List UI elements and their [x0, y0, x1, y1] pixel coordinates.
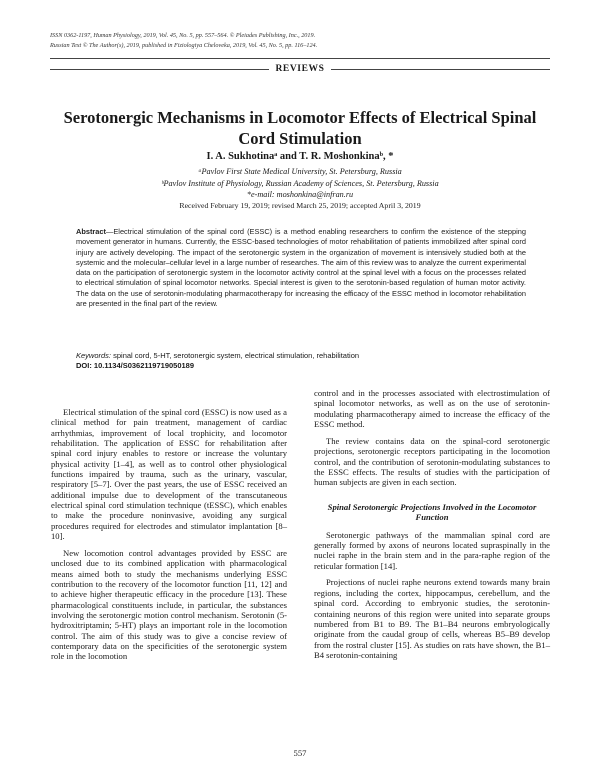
paragraph: New locomotion control advantages provided by ESSC are unclosed due to its combined application with pharmacological means aimed both to study the mechanisms underlying ESSC contribution to the recovery of the locomotor function [11, 12] and to achieve higher therapeutic efficacy in the procedure [13]. These pharmacological constituents include, in particular, the substances involving the serotonergic motion control mechanism. Serotonin (5-hydroxitriptamin; 5-HT) plays an important role in the locomotion control. The aim of this study was to give a concise review of contemporary data on the specificities of the serotonergic system role in the locomotion: [51, 547, 287, 662]
abstract-text: —Electrical stimulation of the spinal cord (ESSC) is a method enabling researchers to confirm the existence of the stepping movement generator in humans. Currently, the ESSC-based technologies of motor rehabilitation of patients immobilized after spinal cord injury are actively developing. The impact of the serotonergic system in the organization of movement is intensively studied both at the systemic and the molecular–cellular level in a large number of researches. The aim of this review was to analyze the current experimental data on the participation of serotonergic system in the locomotor activity control at the spinal level with a focus on the processes related to electrical stimulation of spinal locomotor networks. Special interest is given to the serotonin-based regulation of human motor activity. The data on the use of serotonin-modulating pharmacotherapy for increasing the efficacy of the ESSC method in locomotor rehabilitation are presented in the final part of the review.: [76, 227, 526, 309]
paragraph: Projections of nuclei raphe neurons extend towards many brain regions, including the cortex, hippocampus, cerebellum, and the spinal cord. According to embryonic studies, the serotonin-containing neurons of this region were united into separate groups numbered from B1 to B9. The B1–B4 neurons embryologically originate from the caudal group of cells, whereas B5–B9 develop from the rostral cluster [15]. As studies on rats have shown, the B1–B4 serotonin-containing: [314, 577, 550, 660]
section-label: REVIEWS: [0, 64, 600, 74]
keywords: [76, 350, 526, 361]
body-column-right: [314, 388, 550, 667]
top-rule: [50, 58, 550, 59]
paragraph-continuation: control and in the processes associated with electrostimulation of spinal locomotor networks, as well as on the use of serotonin-modulating pharmacotherapy aimed to increase the efficacy of the ESSC method.: [314, 388, 550, 430]
abstract: [76, 227, 526, 309]
paragraph: Electrical stimulation of the spinal cord (ESSC) is now used as a clinical method for pain treatment, management of cardiac arrhythmias, improvement of local trophicity, and locomotor rehabilitation. The application of ESSC for rehabilitation after spinal cord injury enables to restore or increase the voluntary physical activity [1–4], as well as to control other physiological functions impaired by trauma, such as the urinary, vascular, respiratory [5–7]. Over the past years, the use of ESSC received an additional impulse due to development of the transcutaneous electrical spinal cord stimulation technique (tESSC), which enables to make the procedure noninvasive, avoiding any surgical procedures required for electrodes and stimulator implantation [8–10].: [51, 407, 287, 542]
affiliation-a: ᵃPavlov First State Medical University, St. Petersburg, Russia: [198, 167, 402, 176]
affiliations: [0, 166, 600, 201]
keywords-text: spinal cord, 5-HT, serotonergic system, electrical stimulation, rehabilitation: [113, 351, 360, 360]
keywords-label: Keywords:: [76, 351, 112, 360]
abstract-label: Abstract: [76, 227, 106, 236]
issn-line: ISSN 0362-1197, Human Physiology, 2019, Vol. 45, No. 5, pp. 557–564. © Pleiades Publishing, Inc., 2019.: [50, 32, 316, 39]
paragraph: The review contains data on the spinal-cord serotonergic projections, serotonergic receptors participating in the locomotion control, and the contribution of serotonin-modulating substances to the ESSC effects. The results of studies with the participation of human subjects are given in each section.: [314, 435, 550, 488]
authors: I. A. Sukhotinaᵃ and T. R. Moshonkinaᵇ, *: [206, 151, 394, 162]
body-column-left: [51, 407, 287, 737]
journal-header: [50, 31, 570, 50]
page-number: 557: [293, 748, 307, 758]
section-heading: Spinal Serotonergic Projections Involved in the Locomotor Function: [327, 501, 537, 523]
received-dates: Received February 19, 2019; revised March 25, 2019; accepted April 3, 2019: [179, 201, 421, 210]
paragraph: Serotonergic pathways of the mammalian spinal cord are generally formed by axons of neurons located supraspinally in the nuclei raphe in the brain stem and in the para-raphe region of the reticular formation [14].: [314, 529, 550, 571]
article-title: Serotonergic Mechanisms in Locomotor Effects of Electrical Spinal Cord Stimulation: [63, 108, 537, 148]
email: *e-mail: moshonkina@infran.ru: [246, 190, 354, 199]
affiliation-b: ᵇPavlov Institute of Physiology, Russian Academy of Sciences, St. Petersburg, Russia: [161, 178, 439, 188]
doi: DOI: 10.1134/S0362119719050189: [76, 361, 195, 370]
russian-text-line: Russian Text © The Author(s), 2019, published in Fiziologiya Cheloveka, 2019, Vol. 45, No. 5, pp. 116–124.: [50, 41, 318, 49]
